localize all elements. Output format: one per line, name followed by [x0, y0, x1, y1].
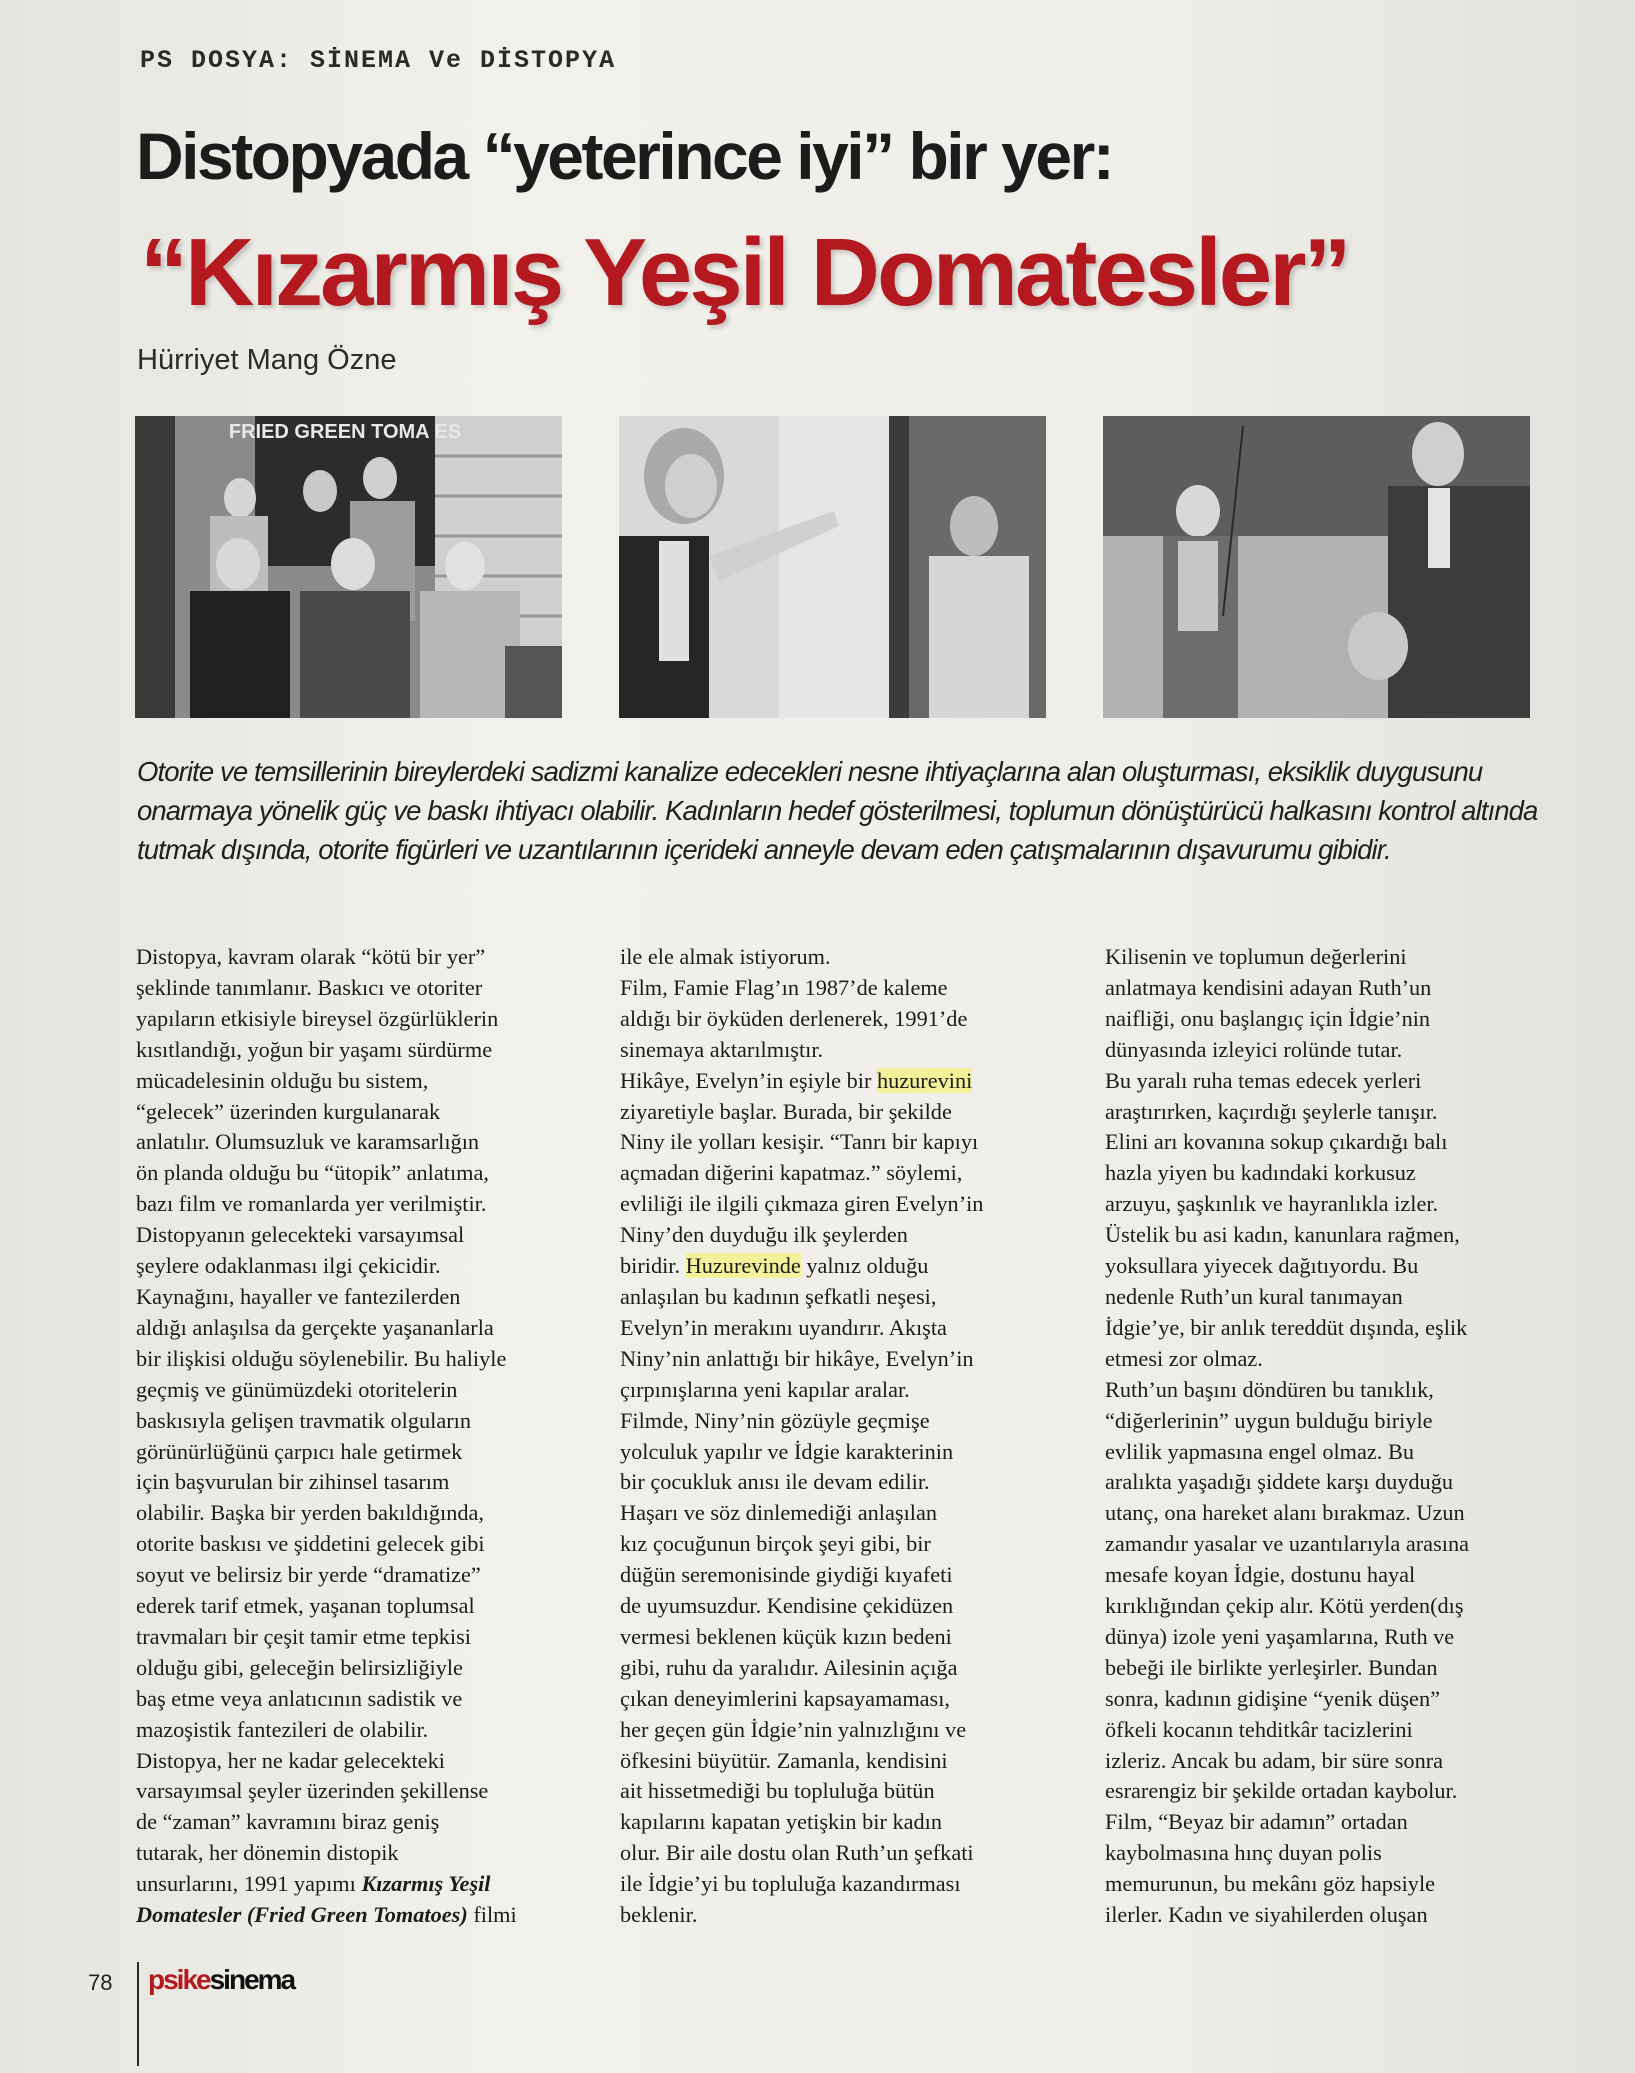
text-line: dünya) izole yeni yaşamlarına, Ruth ve — [1105, 1623, 1455, 1649]
text-line: gibi, ruhu da yaralıdır. Ailesinin açığa — [620, 1654, 958, 1680]
text-line: naifliği, onu başlangıç için İdgie’nin — [1105, 1005, 1431, 1031]
lead-paragraph: Otorite ve temsillerinin bireylerdeki sadizmi kanalize edecekleri nesne ihtiyaçlarına alan oluşturması, eksiklik duygusunu onarmaya yönelik güç ve baskı ihtiyacı olabilir. Kadınların hedef gösterilmesi, toplumun dönüştürücü halkasını kontrol altında tutmak dışında, otorite figürleri ve uzantılarının içerideki anneyle devam eden çatışmalarının dışavurumu gibidir. — [137, 756, 1538, 865]
text-line: mesafe koyan İdgie, dostunu hayal — [1105, 1562, 1416, 1588]
text-line: esrarengiz bir şekilde ortadan kaybolur. — [1105, 1778, 1458, 1804]
text-line: sonra, kadının gidişine “yenik düşen” — [1105, 1685, 1440, 1711]
text-line: bazı film ve romanlarda yer verilmiştir. — [136, 1191, 487, 1217]
film-title-tr: Kızarmış Yeşil — [361, 1871, 491, 1897]
text-line: vermesi beklenen küçük kızın bedeni — [620, 1623, 952, 1649]
article-column-2 — [620, 942, 1090, 1931]
text-segment: filmi — [467, 1902, 517, 1928]
section-label: PS DOSYA: SİNEMA Ve DİSTOPYA — [140, 46, 617, 75]
text-line: “gelecek” üzerinden kurgulanarak — [136, 1098, 441, 1124]
text-line: Niny’nin anlattığı bir hikâye, Evelyn’in — [620, 1345, 974, 1371]
text-line: aralıkta yaşadığı şiddete karşı duyduğu — [1105, 1469, 1453, 1495]
text-line: tutarak, her dönemin distopik — [136, 1840, 399, 1866]
text-line: Film, “Beyaz bir adamın” ortadan — [1105, 1809, 1408, 1835]
text-segment: unsurlarını, 1991 yapımı — [136, 1871, 356, 1897]
text-line: hazla yiyen bu kadındaki korkusuz — [1105, 1160, 1416, 1186]
text-line: zamandır yasalar ve uzantılarıyla arasına — [1105, 1531, 1469, 1557]
text-line: Distopya, kavram olarak “kötü bir yer” — [136, 944, 486, 969]
text-line: düğün seremonisinde giydiği kıyafeti — [620, 1562, 953, 1588]
film-title-en: Domatesler (Fried Green Tomatoes) — [136, 1902, 468, 1928]
text-line: açmadan diğerini kapatmaz.” söylemi, — [620, 1160, 963, 1186]
text-line: öfkeli kocanın tehditkâr tacizlerini — [1105, 1716, 1413, 1742]
text-line: için başvurulan bir zihinsel tasarım — [136, 1469, 450, 1495]
text-line: Bu yaralı ruha temas edecek yerleri — [1105, 1067, 1422, 1093]
text-line: beklenir. — [620, 1902, 698, 1928]
text-line: Ruth’un başını döndüren bu tanıklık, — [1105, 1376, 1434, 1402]
text-line: “diğerlerinin” uygun bulduğu biriyle — [1105, 1407, 1433, 1433]
film-still-cafe-group — [135, 416, 562, 718]
text-segment: yalnız olduğu — [800, 1253, 929, 1279]
text-line: baş etme veya anlatıcının sadistik ve — [136, 1685, 463, 1711]
text-line: yoksullara yiyecek dağıtıyordu. Bu — [1105, 1253, 1419, 1279]
page-number: 78 — [88, 1970, 113, 1995]
text-line: mücadelesinin olduğu bu sistem, — [136, 1067, 429, 1093]
text-line: Haşarı ve söz dinlemediği anlaşılan — [620, 1500, 938, 1526]
text-line: Niny’den duyduğu ilk şeylerden — [620, 1222, 908, 1248]
text-line: olduğu gibi, geleceğin belirsizliğiyle — [136, 1654, 463, 1680]
text-line: Kaynağını, hayaller ve fantezilerden — [136, 1283, 461, 1309]
text-line: memurunun, bu mekânı göz hapsiyle — [1105, 1871, 1436, 1897]
text-line: İdgie’ye, bir anlık tereddüt dışında, eşlik — [1105, 1314, 1468, 1340]
magazine-logo — [148, 1964, 294, 1996]
article-column-3 — [1105, 942, 1575, 1931]
text-line: Üstelik bu asi kadın, kanunlara rağmen, — [1105, 1222, 1460, 1248]
footer-divider — [137, 1962, 139, 2066]
text-line: olabilir. Başka bir yerden bakıldığında, — [136, 1500, 484, 1526]
text-line: çırpınışlarına yeni kapılar aralar. — [620, 1376, 910, 1402]
text-line: utanç, ona hareket alanı bırakmaz. Uzun — [1105, 1500, 1465, 1526]
text-line: çıkan deneyimlerini kapsayamaması, — [620, 1685, 951, 1711]
text-line: arzuyu, şaşkınlık ve hayranlıkla izler. — [1105, 1191, 1439, 1217]
text-line: ile ele almak istiyorum. — [620, 944, 831, 969]
text-line: varsayımsal şeyler üzerinden şekillense — [136, 1778, 489, 1804]
text-line: izleriz. Ancak bu adam, bir süre sonra — [1105, 1747, 1444, 1773]
text-line: Film, Famie Flag’ın 1987’de kaleme — [620, 974, 948, 1000]
text-line: ön planda olduğu bu “ütopik” anlatıma, — [136, 1160, 489, 1186]
text-line: kapılarını kapatan yetişkin bir kadın — [620, 1809, 942, 1835]
text-line — [136, 1869, 606, 1900]
text-line: görünürlüğünü çarpıcı hale getirmek — [136, 1438, 463, 1464]
logo-part: psike — [148, 1964, 210, 1995]
text-line: bir ilişkisi olduğu söylenebilir. Bu haliyle — [136, 1345, 507, 1371]
text-line: etmesi zor olmaz. — [1105, 1345, 1263, 1371]
text-line: ederek tarif etmek, yaşanan toplumsal — [136, 1593, 475, 1619]
text-line: mazoşistik fantezileri de olabilir. — [136, 1716, 429, 1742]
text-line: soyut ve belirsiz bir yerde “dramatize” — [136, 1562, 481, 1588]
text-line: Kilisenin ve toplumun değerlerini — [1105, 944, 1407, 969]
text-line: anlaşılan bu kadının şefkatli neşesi, — [620, 1283, 937, 1309]
text-line: bir çocukluk anısı ile devam edilir. — [620, 1469, 930, 1495]
article-column-1 — [136, 942, 606, 1931]
text-line: nedenle Ruth’un kural tanımayan — [1105, 1283, 1403, 1309]
text-line: Filmde, Niny’nin gözüyle geçmişe — [620, 1407, 930, 1433]
text-line: yapıların etkisiyle bireysel özgürlüklerin — [136, 1005, 499, 1031]
text-line: ziyaretiyle başlar. Burada, bir şekilde — [620, 1098, 952, 1124]
text-line: evlilik yapmasına engel olmaz. Bu — [1105, 1438, 1414, 1464]
text-line: Distopyanın gelecekteki varsayımsal — [136, 1222, 465, 1248]
text-line: ilerler. Kadın ve siyahilerden oluşan — [1105, 1902, 1428, 1928]
text-line: anlatılır. Olumsuzluk ve karamsarlığın — [136, 1129, 480, 1155]
text-line: baskısıyla gelişen travmatik olguların — [136, 1407, 471, 1433]
logo-part: sinema — [209, 1964, 295, 1995]
highlighted-word: Huzurevinde — [685, 1253, 801, 1279]
highlighted-word: huzurevini — [876, 1067, 973, 1093]
text-line: kısıtlandığı, yoğun bir yaşamı sürdürme — [136, 1036, 493, 1062]
text-line: de “zaman” kavramını biraz geniş — [136, 1809, 440, 1835]
text-line: olur. Bir aile dostu olan Ruth’un şefkati — [620, 1840, 974, 1866]
text-line: aldığı anlaşılsa da gerçekte yaşananlarla — [136, 1314, 494, 1340]
text-line — [136, 1900, 606, 1931]
text-line — [620, 1066, 1090, 1097]
text-line: Evelyn’in merakını uyandırır. Akışta — [620, 1314, 947, 1340]
text-segment: biridir. — [620, 1253, 686, 1279]
text-line: yolculuk yapılır ve İdgie karakterinin — [620, 1438, 954, 1464]
text-line: Distopya, her ne kadar gelecekteki — [136, 1747, 445, 1773]
text-line: aldığı bir öyküden derlenerek, 1991’de — [620, 1005, 968, 1031]
text-line: her geçen gün İdgie’nin yalnızlığını ve — [620, 1716, 967, 1742]
text-line — [620, 1251, 1090, 1282]
text-line: araştırırken, kaçırdığı şeylerle tanışır. — [1105, 1098, 1438, 1124]
text-line: kaybolmasına hınç duyan polis — [1105, 1840, 1382, 1866]
text-line: öfkesini büyütür. Zamanla, kendisini — [620, 1747, 948, 1773]
text-line: travmaları bir çeşit tamir etme tepkisi — [136, 1623, 471, 1649]
text-line: kırıklığından çekip alır. Kötü yerden(dış — [1105, 1593, 1464, 1619]
text-line: Niny ile yolları kesişir. “Tanrı bir kapıyı — [620, 1129, 979, 1155]
text-line: de uyumsuzdur. Kendisine çekidüzen — [620, 1593, 954, 1619]
text-line: otorite baskısı ve şiddetini gelecek gibi — [136, 1531, 485, 1557]
text-line: kız çocuğunun birçok şeyi gibi, bir — [620, 1531, 931, 1557]
text-line: anlatmaya kendisini adayan Ruth’un — [1105, 974, 1432, 1000]
headline: Distopyada “yeterince iyi” bir yer: — [136, 119, 1113, 193]
author-byline: Hürriyet Mang Özne — [137, 344, 397, 376]
text-line: sinemaya aktarılmıştır. — [620, 1036, 824, 1062]
text-line: şeylere odaklanması ilgi çekicidir. — [136, 1253, 441, 1279]
text-line: evliliği ile ilgili çıkmaza giren Evelyn’in — [620, 1191, 984, 1217]
text-line: şeklinde tanımlanır. Baskıcı ve otoriter — [136, 974, 483, 1000]
text-segment: Hikâye, Evelyn’in eşiyle bir — [620, 1067, 877, 1093]
text-line: ile İdgie’yi bu topluluğa kazandırması — [620, 1871, 961, 1897]
article-title: “Kızarmış Yeşil Domatesler” — [140, 219, 1349, 326]
film-still-field — [1103, 416, 1530, 718]
text-line: geçmiş ve günümüzdeki otoritelerin — [136, 1376, 458, 1402]
text-line: ait hissetmediği bu topluluğa bütün — [620, 1778, 935, 1804]
text-line: Elini arı kovanına sokup çıkardığı balı — [1105, 1129, 1448, 1155]
text-line: bebeği ile birlikte yerleşirler. Bundan — [1105, 1654, 1438, 1680]
cafe-sign-text: FRIED GREEN TOMA ES — [228, 421, 462, 443]
text-line: dünyasında izleyici rolünde tutar. — [1105, 1036, 1403, 1062]
film-still-window — [619, 416, 1046, 718]
